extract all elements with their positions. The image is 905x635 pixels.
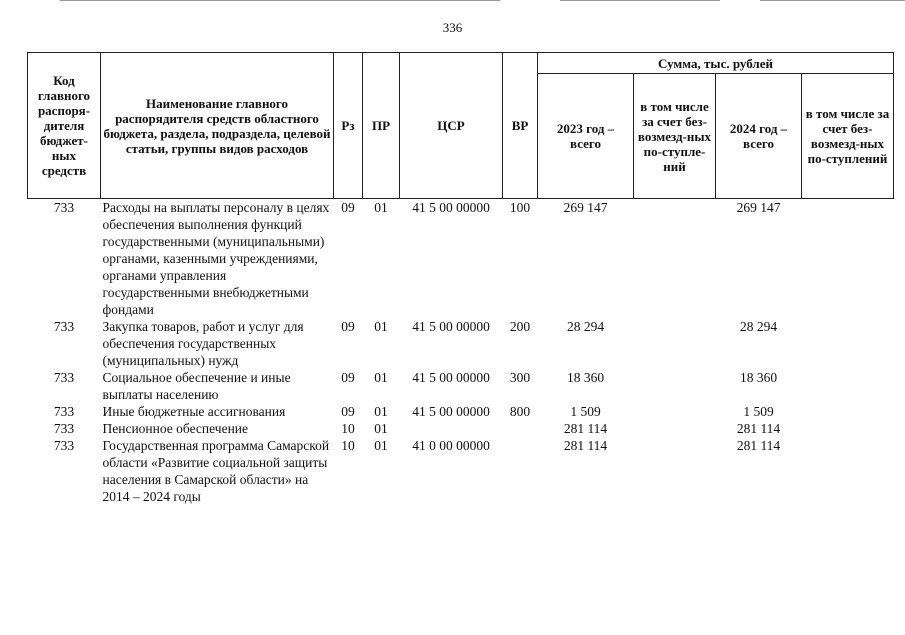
cell-csr: 41 5 00 00000 [412,200,490,215]
cell-pr: 01 [374,200,388,215]
cell-rz: 10 [341,438,355,453]
cell-2024-total: 18 360 [739,370,778,385]
header-2024-free: в том числе за счет без-возмезд-ных по-ступлений [802,74,894,199]
cell-code: 733 [53,200,75,215]
cell-name: Государственная программа Самарской области «Развитие социальной защиты населения в Самарской области» на 2014 – 2024 годы [102,438,330,504]
cell-2024-total: 28 294 [739,319,778,334]
cell-code: 733 [53,319,75,334]
cell-pr: 01 [374,319,388,334]
cell-name: Закупка товаров, работ и услуг для обеспечения государственных (муниципальных) нужд [102,319,304,368]
cell-2024-free [802,318,894,369]
cell-pr: 01 [374,404,388,419]
cell-vr: 800 [509,404,531,419]
header-2023-total: 2023 год – всего [538,74,634,199]
scan-edge-line [760,0,905,1]
header-pr: ПР [363,53,400,199]
cell-2023-free [634,437,716,505]
cell-name: Иные бюджетные ассигнования [102,404,286,419]
cell-rz: 09 [341,200,355,215]
cell-vr: 300 [509,370,531,385]
cell-2024-free [802,403,894,420]
cell-csr: 41 0 00 00000 [412,438,490,453]
cell-2024-total: 269 147 [736,200,781,215]
cell-name: Пенсионное обеспечение [102,421,249,436]
header-2024-total: 2024 год – всего [716,74,802,199]
cell-name: Социальное обеспечение и иные выплаты населению [102,370,291,402]
table-row [28,403,894,420]
header-csr: ЦСР [400,53,503,199]
cell-code: 733 [53,421,75,436]
cell-2023-total: 269 147 [563,200,608,215]
cell-2023-total: 28 294 [566,319,605,334]
header-vr: ВР [503,53,538,199]
header-sum-group: Сумма, тыс. рублей [538,53,894,74]
cell-csr: 41 5 00 00000 [412,404,490,419]
cell-2023-total: 281 114 [563,438,608,453]
scan-edge-line [560,0,720,1]
cell-code: 733 [53,370,75,385]
cell-code: 733 [53,438,75,453]
cell-2024-free [802,437,894,505]
cell-name: Расходы на выплаты персоналу в целях обеспечения выполнения функций государственными (муниципальными) органами, казенными учреждениями, органами управления государственными внебюджетными фондами [102,200,330,317]
table-row [28,369,894,403]
cell-vr: 200 [509,319,531,334]
cell-pr: 01 [374,438,388,453]
page-number: 336 [442,20,463,35]
cell-vr [503,420,538,437]
cell-2024-total: 1 509 [743,404,774,419]
cell-2023-free [634,403,716,420]
budget-table [27,52,894,505]
table-row [28,199,894,319]
cell-2023-free [634,420,716,437]
cell-rz: 09 [341,404,355,419]
cell-vr: 100 [509,200,531,215]
header-rz: Рз [334,53,363,199]
cell-rz: 10 [341,421,355,436]
cell-rz: 09 [341,370,355,385]
header-name: Наименование главного распорядителя средств областного бюджета, раздела, подраздела, целевой статьи, группы видов расходов [101,53,334,199]
cell-csr: 41 5 00 00000 [412,370,490,385]
cell-csr: 41 5 00 00000 [412,319,490,334]
cell-rz: 09 [341,319,355,334]
cell-pr: 01 [374,421,388,436]
cell-2023-free [634,199,716,319]
header-row-top [28,53,894,74]
cell-2024-free [802,199,894,319]
table-row [28,318,894,369]
scan-edge-line [60,0,500,1]
cell-vr [503,437,538,505]
cell-2024-total: 281 114 [736,421,781,436]
header-2023-free: в том числе за счет без-возмезд-ных по-ступле-ний [634,74,716,199]
header-code: Код главного распоря-дителя бюджет-ных средств [28,53,101,199]
cell-pr: 01 [374,370,388,385]
cell-2024-total: 281 114 [736,438,781,453]
cell-2023-total: 281 114 [563,421,608,436]
cell-csr [400,420,503,437]
cell-2024-free [802,420,894,437]
cell-code: 733 [53,404,75,419]
cell-2023-total: 1 509 [570,404,601,419]
table-row [28,437,894,505]
cell-2023-free [634,369,716,403]
cell-2023-free [634,318,716,369]
table-row [28,420,894,437]
cell-2023-total: 18 360 [566,370,605,385]
cell-2024-free [802,369,894,403]
